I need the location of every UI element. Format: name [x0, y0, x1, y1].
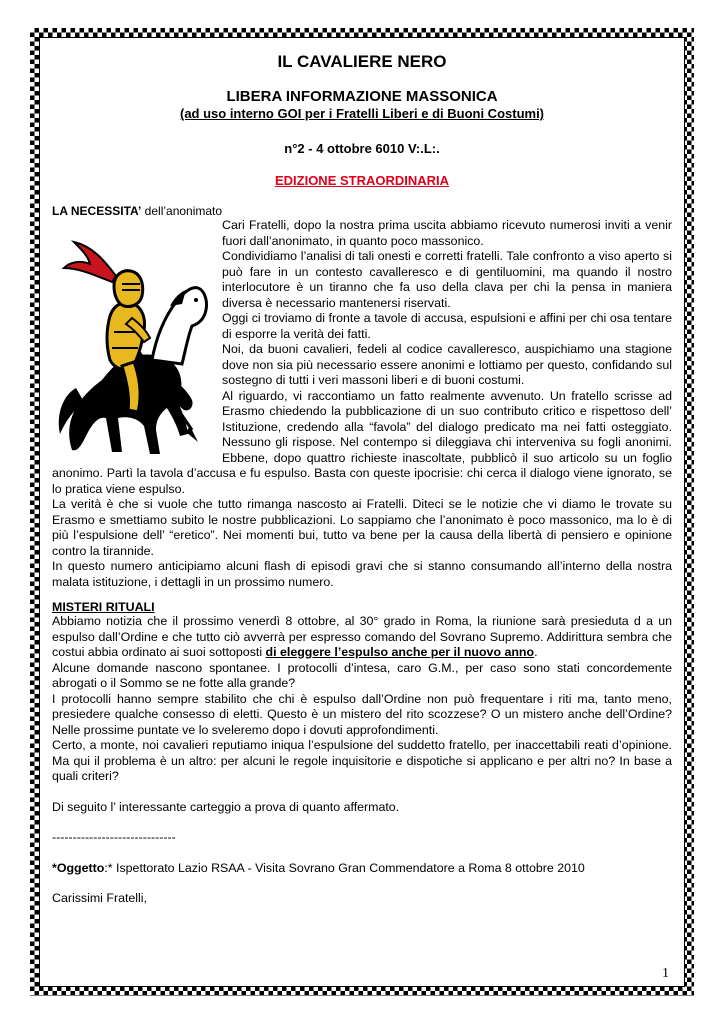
heading-rest-part: dell’anonimato: [141, 204, 223, 218]
greeting-line: Carissimi Fratelli,: [52, 891, 147, 905]
paragraph-7: In questo numero anticipiamo alcuni flash di episodi gravi che si stanno consumando all’interno della nostra malata istituzione, i dettagli in un prossimo numero.: [52, 559, 672, 589]
page-number: 1: [662, 966, 669, 981]
oggetto-line: [52, 861, 672, 877]
page-content: [52, 50, 672, 907]
section-heading-misteri: MISTERI RITUALI: [52, 600, 155, 614]
oggetto-label: *Oggetto: [52, 860, 105, 875]
misteri-paragraph-3: I protocolli hanno sempre stabilito che chi è espulso dall’Ordine non può frequentare i riti ma, tanto meno, presiedere qualche consesso di eletti. Questo è un mistero del rito scozzese? O un mistero anche dell’Ordine? Nelle prossime puntate ve lo sveleremo dopo i dovuti approfondimenti.: [52, 691, 672, 737]
oggetto-text: :* Ispettorato Lazio RSAA - Visita Sovrano Gran Commendatore a Roma 8 ottobre 2010: [104, 860, 585, 875]
paragraph-5: Al riguardo, vi raccontiamo un fatto realmente avvenuto. Un fratello scrisse ad Erasmo chiedendo la pubblicazione di un suo contributo critico e rispettoso dell’ Istituzione, credendo alla “favola” del dialogo predicato ma nei fatti osteggiato. Nessuno gli rispose. Nel contempo si dileggiava chi interveniva su fogli anonimi. Ebbene, dopo quattro richieste inascoltate, pubblicò il suo articolo su un foglio anonimo. Partì la tavola d’accusa e fu espulso. Basta con queste ipocrisie: chi cerca il dialogo viene ignorato, se lo pratica viene espulso.: [52, 388, 672, 496]
misteri-paragraph-1: [52, 614, 672, 661]
black-knight-illustration: [52, 220, 214, 458]
misteri-p1-emphasis: di eleggere l’espulso anche per il nuovo anno: [265, 645, 535, 659]
heading-bold-part: LA NECESSITA’: [52, 204, 142, 218]
paragraph-6: La verità è che si vuole che tutto rimanga nascosto ai Fratelli. Diteci se le notizie che vi diamo le trovate su Erasmo e smettiamo subito le nostre pubblicazioni. Lo sappiamo che l’anonimato è poco massonico, ma lo è di più l’espulsione dell’ “eretico”. Nei momenti bui, tutto va bene per la causa della libertà di pensiero e opinione contro la tirannide.: [52, 497, 672, 558]
paragraph-2: Condividiamo l’analisi di tali onesti e corretti fratelli. Tale confronto a viso aperto si può fare in un contesto cavalleresco e di gentiluomini, ma quando il nostro interlocutore è un tiranno che fa uso della clava per chi la pensa in maniera diversa è necessario mantenersi riservati.: [222, 249, 672, 310]
separator-dashes: ------------------------------: [52, 830, 176, 844]
issue-number-date: n°2 - 4 ottobre 6010 V:.L:.: [284, 141, 440, 156]
edition-label: EDIZIONE STRAORDINARIA: [274, 173, 450, 188]
section-heading-anonimato: [52, 204, 672, 218]
newsletter-audience: (ad uso interno GOI per i Fratelli Liberi e di Buoni Costumi): [179, 106, 545, 121]
misteri-p1-before: Abbiamo notizia che il prossimo venerdì 8 ottobre, al 30° grado in Roma, la riunione sarà presieduta d a un espulso dall’Ordine e che tutto ciò avverrà per espresso comando del Sovrano Supremo. Addirittura sembra che costui abbia ordinato ai suoi sottoposti: [52, 614, 672, 659]
paragraph-1: Cari Fratelli, dopo la nostra prima uscita abbiamo ricevuto numerosi inviti a venir fuori dall’anonimato, in quanto poco massonico.: [222, 218, 672, 248]
newsletter-title: IL CAVALIERE NERO: [277, 52, 447, 71]
newsletter-subtitle: LIBERA INFORMAZIONE MASSONICA: [226, 88, 498, 105]
carteggio-line: Di seguito l’ interessante carteggio a prova di quanto affermato.: [52, 799, 400, 814]
misteri-paragraph-2: Alcune domande nascono spontanee. I protocolli d’intesa, caro G.M., per caso sono stati concordemente abrogati o il Sommo se ne fotte alla grande?: [52, 660, 672, 690]
paragraph-3: Oggi ci troviamo di fronte a tavole di accusa, espulsioni e affini per chi osa tentare di esporre la verità dei fatti.: [222, 311, 672, 341]
misteri-paragraph-4: Certo, a monte, noi cavalieri reputiamo iniqua l’espulsione del suddetto fratello, per inaccettabili reati d’opinione. Ma qui il problema è un altro: per alcuni le regole inquisitorie e dispotiche si applicano e per altri no? In base a quali criteri?: [52, 738, 672, 783]
paragraph-4: Noi, da buoni cavalieri, fedeli al codice cavalleresco, auspichiamo una stagione dove non sia più necessario essere anonimi e lottiamo per questo, confidando sul sostegno di tutti i veri massoni liberi e di buoni costumi.: [222, 342, 672, 387]
misteri-p1-after: .: [534, 645, 538, 659]
